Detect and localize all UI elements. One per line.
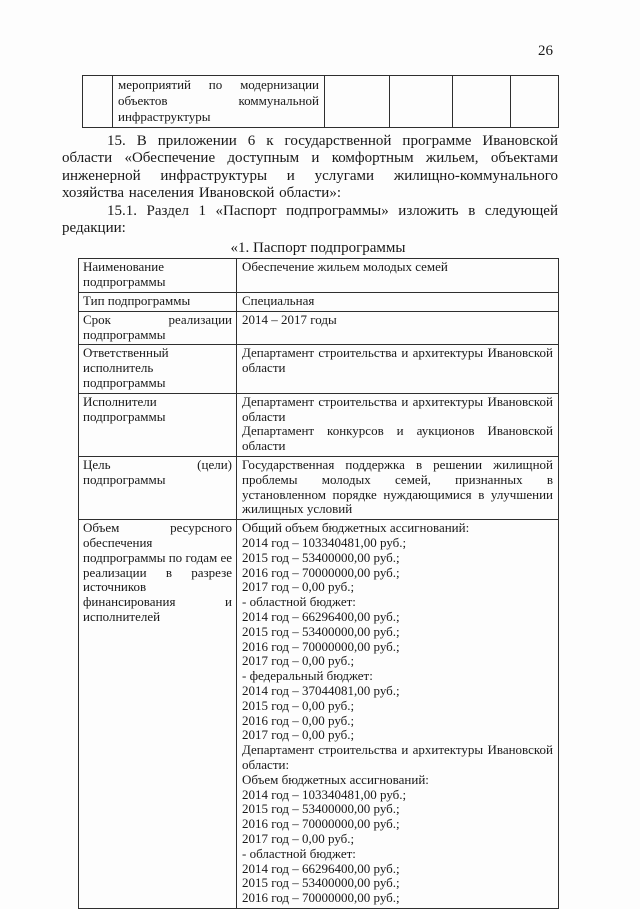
table-row [79, 259, 559, 293]
table-row [79, 293, 559, 312]
table-cell-empty [453, 76, 511, 128]
table-cell-empty [325, 76, 390, 128]
table-cell-empty [83, 76, 113, 128]
value-line: Департамент конкурсов и аукционов Ивановской области [242, 423, 553, 454]
row-value [237, 457, 559, 520]
row-label: Наименование подпрограммы [79, 259, 237, 293]
value-line: 2017 год – 0,00 руб.; [242, 653, 355, 669]
value-line: 2014 год – 103340481,00 руб.; [242, 534, 407, 550]
value-line: 2016 год – 70000000,00 руб.; [242, 564, 400, 580]
table-row [79, 520, 559, 909]
value-line: - областной бюджет: [242, 845, 356, 861]
value-line: 2016 год – 70000000,00 руб.; [242, 638, 400, 654]
value-line: Департамент строительства и архитектуры Ивановской области: [242, 742, 553, 772]
value-line: 2015 год – 53400000,00 руб.; [242, 801, 400, 817]
row-value [237, 520, 559, 909]
value-line: Департамент строительства и архитектуры Ивановской области [242, 393, 553, 424]
table-row [79, 393, 559, 456]
value-line: 2017 год – 0,00 руб.; [242, 830, 355, 846]
page-number: 26 [538, 43, 553, 59]
continuation-table [82, 75, 559, 128]
value-line: 2014 – 2017 годы [242, 311, 337, 327]
value-line: Обеспечение жильем молодых семей [242, 259, 448, 275]
value-line: 2015 год – 53400000,00 руб.; [242, 549, 400, 565]
value-line: 2016 год – 70000000,00 руб.; [242, 890, 400, 906]
table-row [79, 345, 559, 393]
value-line: 2016 год – 70000000,00 руб.; [242, 816, 400, 832]
value-line: - областной бюджет: [242, 594, 356, 610]
table-row [79, 457, 559, 520]
value-line: 2014 год – 66296400,00 руб.; [242, 608, 400, 624]
passport-table-title: «1. Паспорт подпрограммы [230, 240, 406, 257]
row-label: Срок реализации подпрограммы [79, 311, 237, 345]
row-label: Исполнители подпрограммы [79, 393, 237, 456]
value-line: Общий объем бюджетных ассигнований: [242, 520, 470, 536]
value-line: 2014 год – 37044081,00 руб.; [242, 682, 400, 698]
paragraph-15-1: 15.1. Раздел 1 «Паспорт подпрограммы» изложить в следующей редакции: [62, 202, 558, 237]
row-label: Ответственный исполнитель подпрограммы [79, 345, 237, 393]
value-line: Департамент строительства и архитектуры Ивановской области [242, 345, 553, 376]
value-line: Объем бюджетных ассигнований: [242, 771, 429, 787]
row-value [237, 393, 559, 456]
value-line: - федеральный бюджет: [242, 668, 373, 684]
document-body [62, 133, 558, 909]
row-value [237, 259, 559, 293]
row-label: Объем ресурсного обеспечения подпрограммы по годам ее реализации в разрезе источников финансирования и исполнителей [79, 520, 237, 909]
value-line: 2017 год – 0,00 руб.; [242, 727, 355, 743]
value-line: 2015 год – 0,00 руб.; [242, 697, 355, 713]
table-row [79, 311, 559, 345]
value-line: 2014 год – 103340481,00 руб.; [242, 786, 407, 802]
paragraph-15: 15. В приложении 6 к государственной программе Ивановской области «Обеспечение доступным и комфортным жильем, объектами инженерной инфраструктуры и услугами жилищно-коммунального хозяйства населения Ивановской области»: [62, 133, 558, 202]
table-cell-measures: мероприятий по модернизации объектов коммунальной инфраструктуры [113, 76, 325, 128]
value-line: 2017 год – 0,00 руб.; [242, 579, 355, 595]
value-line: 2015 год – 53400000,00 руб.; [242, 875, 400, 891]
value-line: 2014 год – 66296400,00 руб.; [242, 860, 400, 876]
row-value [237, 293, 559, 312]
value-line: 2016 год – 0,00 руб.; [242, 712, 355, 728]
value-line: Государственная поддержка в решении жилищной проблемы молодых семей, признанных в установленном порядке нуждающимися в улучшении жилищных условий [242, 457, 553, 517]
table-cell-empty [390, 76, 453, 128]
row-value [237, 345, 559, 393]
row-label: Тип подпрограммы [79, 293, 237, 312]
table-cell-empty [511, 76, 559, 128]
passport-table [78, 258, 559, 908]
value-line: Специальная [242, 293, 315, 309]
value-line: 2015 год – 53400000,00 руб.; [242, 623, 400, 639]
row-label: Цель (цели) подпрограммы [79, 457, 237, 520]
table-row [83, 76, 559, 128]
row-value [237, 311, 559, 345]
